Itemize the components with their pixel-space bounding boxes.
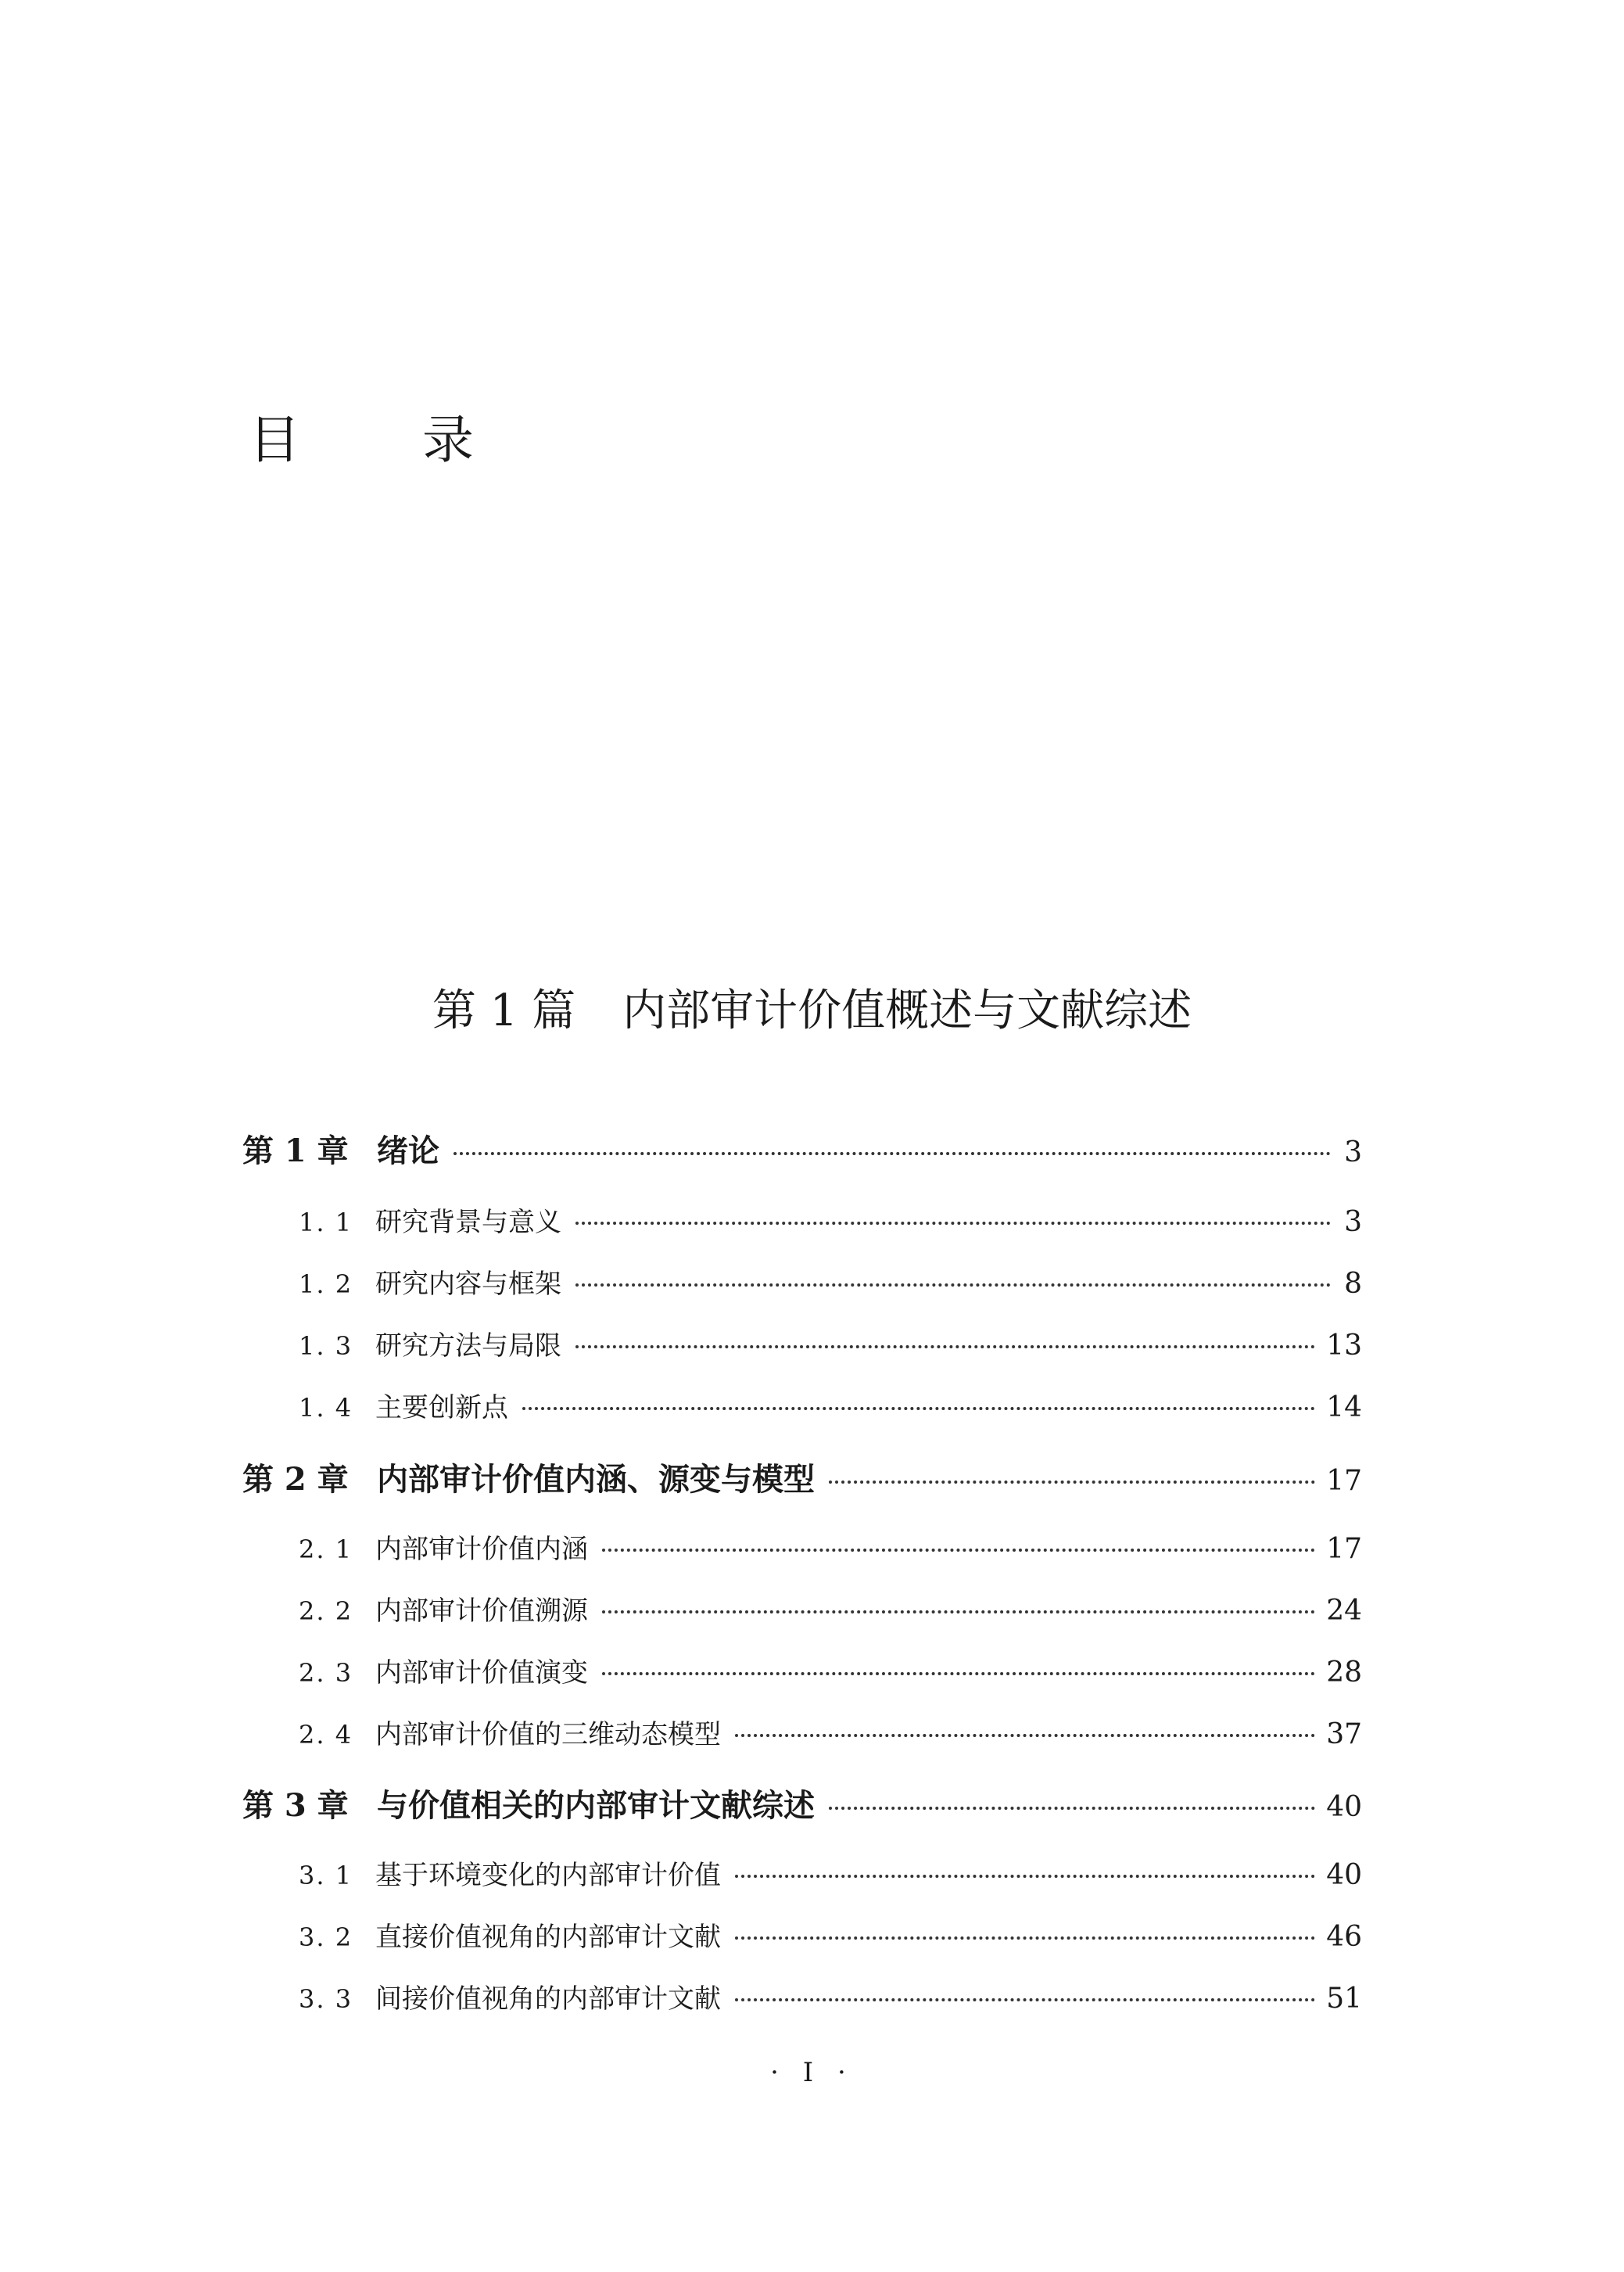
dot-leader — [735, 1875, 1315, 1878]
toc-title: 基于环境变化的内部审计价值 — [375, 1860, 721, 1891]
toc-page-number: 13 — [1326, 1330, 1362, 1362]
toc-page-number: 3 — [1344, 1136, 1362, 1168]
page-folio: · I · — [770, 2057, 854, 2088]
dot-leader — [575, 1345, 1315, 1348]
toc-number: 3. 2 — [299, 1922, 353, 1952]
toc-row-section[interactable] — [242, 1201, 1362, 1239]
toc-number: 2. 4 — [299, 1720, 353, 1750]
toc-number: 第 3 章 — [242, 1787, 349, 1824]
toc-page-number: 46 — [1326, 1921, 1362, 1953]
toc-row-section[interactable] — [242, 1977, 1362, 2015]
dot-leader — [575, 1222, 1331, 1225]
toc-number: 1. 3 — [299, 1331, 353, 1361]
toc-page-number: 40 — [1326, 1791, 1362, 1823]
toc-row-chapter[interactable] — [242, 1126, 1362, 1171]
heading-char-2: 录 — [422, 410, 474, 470]
dot-leader — [522, 1407, 1315, 1410]
toc-number: 3. 3 — [299, 1984, 353, 2014]
dot-leader — [602, 1672, 1315, 1675]
toc-page-number: 28 — [1326, 1656, 1362, 1689]
toc-number: 2. 2 — [299, 1596, 353, 1626]
toc-title: 内部审计价值内涵 — [375, 1534, 588, 1565]
toc-row-section[interactable] — [242, 1854, 1362, 1892]
toc-number: 2. 3 — [299, 1658, 353, 1688]
toc-page-number: 51 — [1326, 1983, 1362, 2015]
toc-number: 1. 1 — [299, 1208, 353, 1237]
toc-page-number: 40 — [1326, 1859, 1362, 1891]
toc-row-section[interactable] — [242, 1262, 1362, 1301]
toc-row-section[interactable] — [242, 1386, 1362, 1424]
dot-leader — [829, 1807, 1315, 1810]
toc-number: 第 1 章 — [242, 1132, 349, 1169]
toc-page-number: 3 — [1344, 1206, 1362, 1238]
dot-leader — [602, 1610, 1315, 1613]
part-title-text: 内部审计价值概述与文献综述 — [622, 985, 1192, 1036]
dot-leader — [454, 1152, 1331, 1155]
toc-title: 间接价值视角的内部审计文献 — [375, 1983, 721, 2015]
dot-leader — [829, 1481, 1315, 1484]
toc-number: 1. 4 — [299, 1393, 353, 1423]
toc-number: 1. 2 — [299, 1269, 353, 1299]
toc-title: 主要创新点 — [375, 1392, 508, 1423]
dot-leader — [735, 1936, 1315, 1940]
toc-row-section[interactable] — [242, 1589, 1362, 1628]
toc-number: 3. 1 — [299, 1861, 353, 1890]
toc-page-number: 17 — [1326, 1465, 1362, 1497]
part-label: 第 1 篇 — [432, 985, 576, 1036]
toc-page-number: 14 — [1326, 1391, 1362, 1423]
toc-row-section[interactable] — [242, 1713, 1362, 1751]
toc-number: 第 2 章 — [242, 1461, 349, 1498]
toc-row-section[interactable] — [242, 1915, 1362, 1954]
toc-title: 内部审计价值的三维动态模型 — [375, 1719, 721, 1750]
toc-title: 内部审计价值演变 — [375, 1657, 588, 1689]
dot-leader — [735, 1998, 1315, 2001]
toc-number: 2. 1 — [299, 1534, 353, 1564]
toc-row-chapter[interactable] — [242, 1781, 1362, 1825]
toc-page-number: 37 — [1326, 1718, 1362, 1750]
toc-row-section[interactable] — [242, 1527, 1362, 1566]
toc-title: 研究方法与局限 — [375, 1330, 561, 1362]
toc-title: 内部审计价值溯源 — [375, 1595, 588, 1627]
toc-row-chapter[interactable] — [242, 1455, 1362, 1499]
toc-page-number: 8 — [1344, 1268, 1362, 1300]
heading-char-1: 目 — [249, 410, 300, 470]
toc-title: 内部审计价值内涵、源变与模型 — [377, 1461, 815, 1498]
toc-title: 研究背景与意义 — [375, 1207, 561, 1238]
toc-page-number: 24 — [1326, 1595, 1362, 1627]
toc-title: 研究内容与框架 — [375, 1269, 561, 1300]
toc-title: 与价值相关的内部审计文献综述 — [377, 1787, 815, 1824]
toc-page-number: 17 — [1326, 1533, 1362, 1565]
toc-row-section[interactable] — [242, 1324, 1362, 1362]
dot-leader — [575, 1283, 1331, 1287]
dot-leader — [735, 1734, 1315, 1737]
dot-leader — [602, 1549, 1315, 1552]
toc-title: 直接价值视角的内部审计文献 — [375, 1922, 721, 1953]
toc-title: 绪论 — [377, 1132, 439, 1169]
toc-row-section[interactable] — [242, 1651, 1362, 1689]
